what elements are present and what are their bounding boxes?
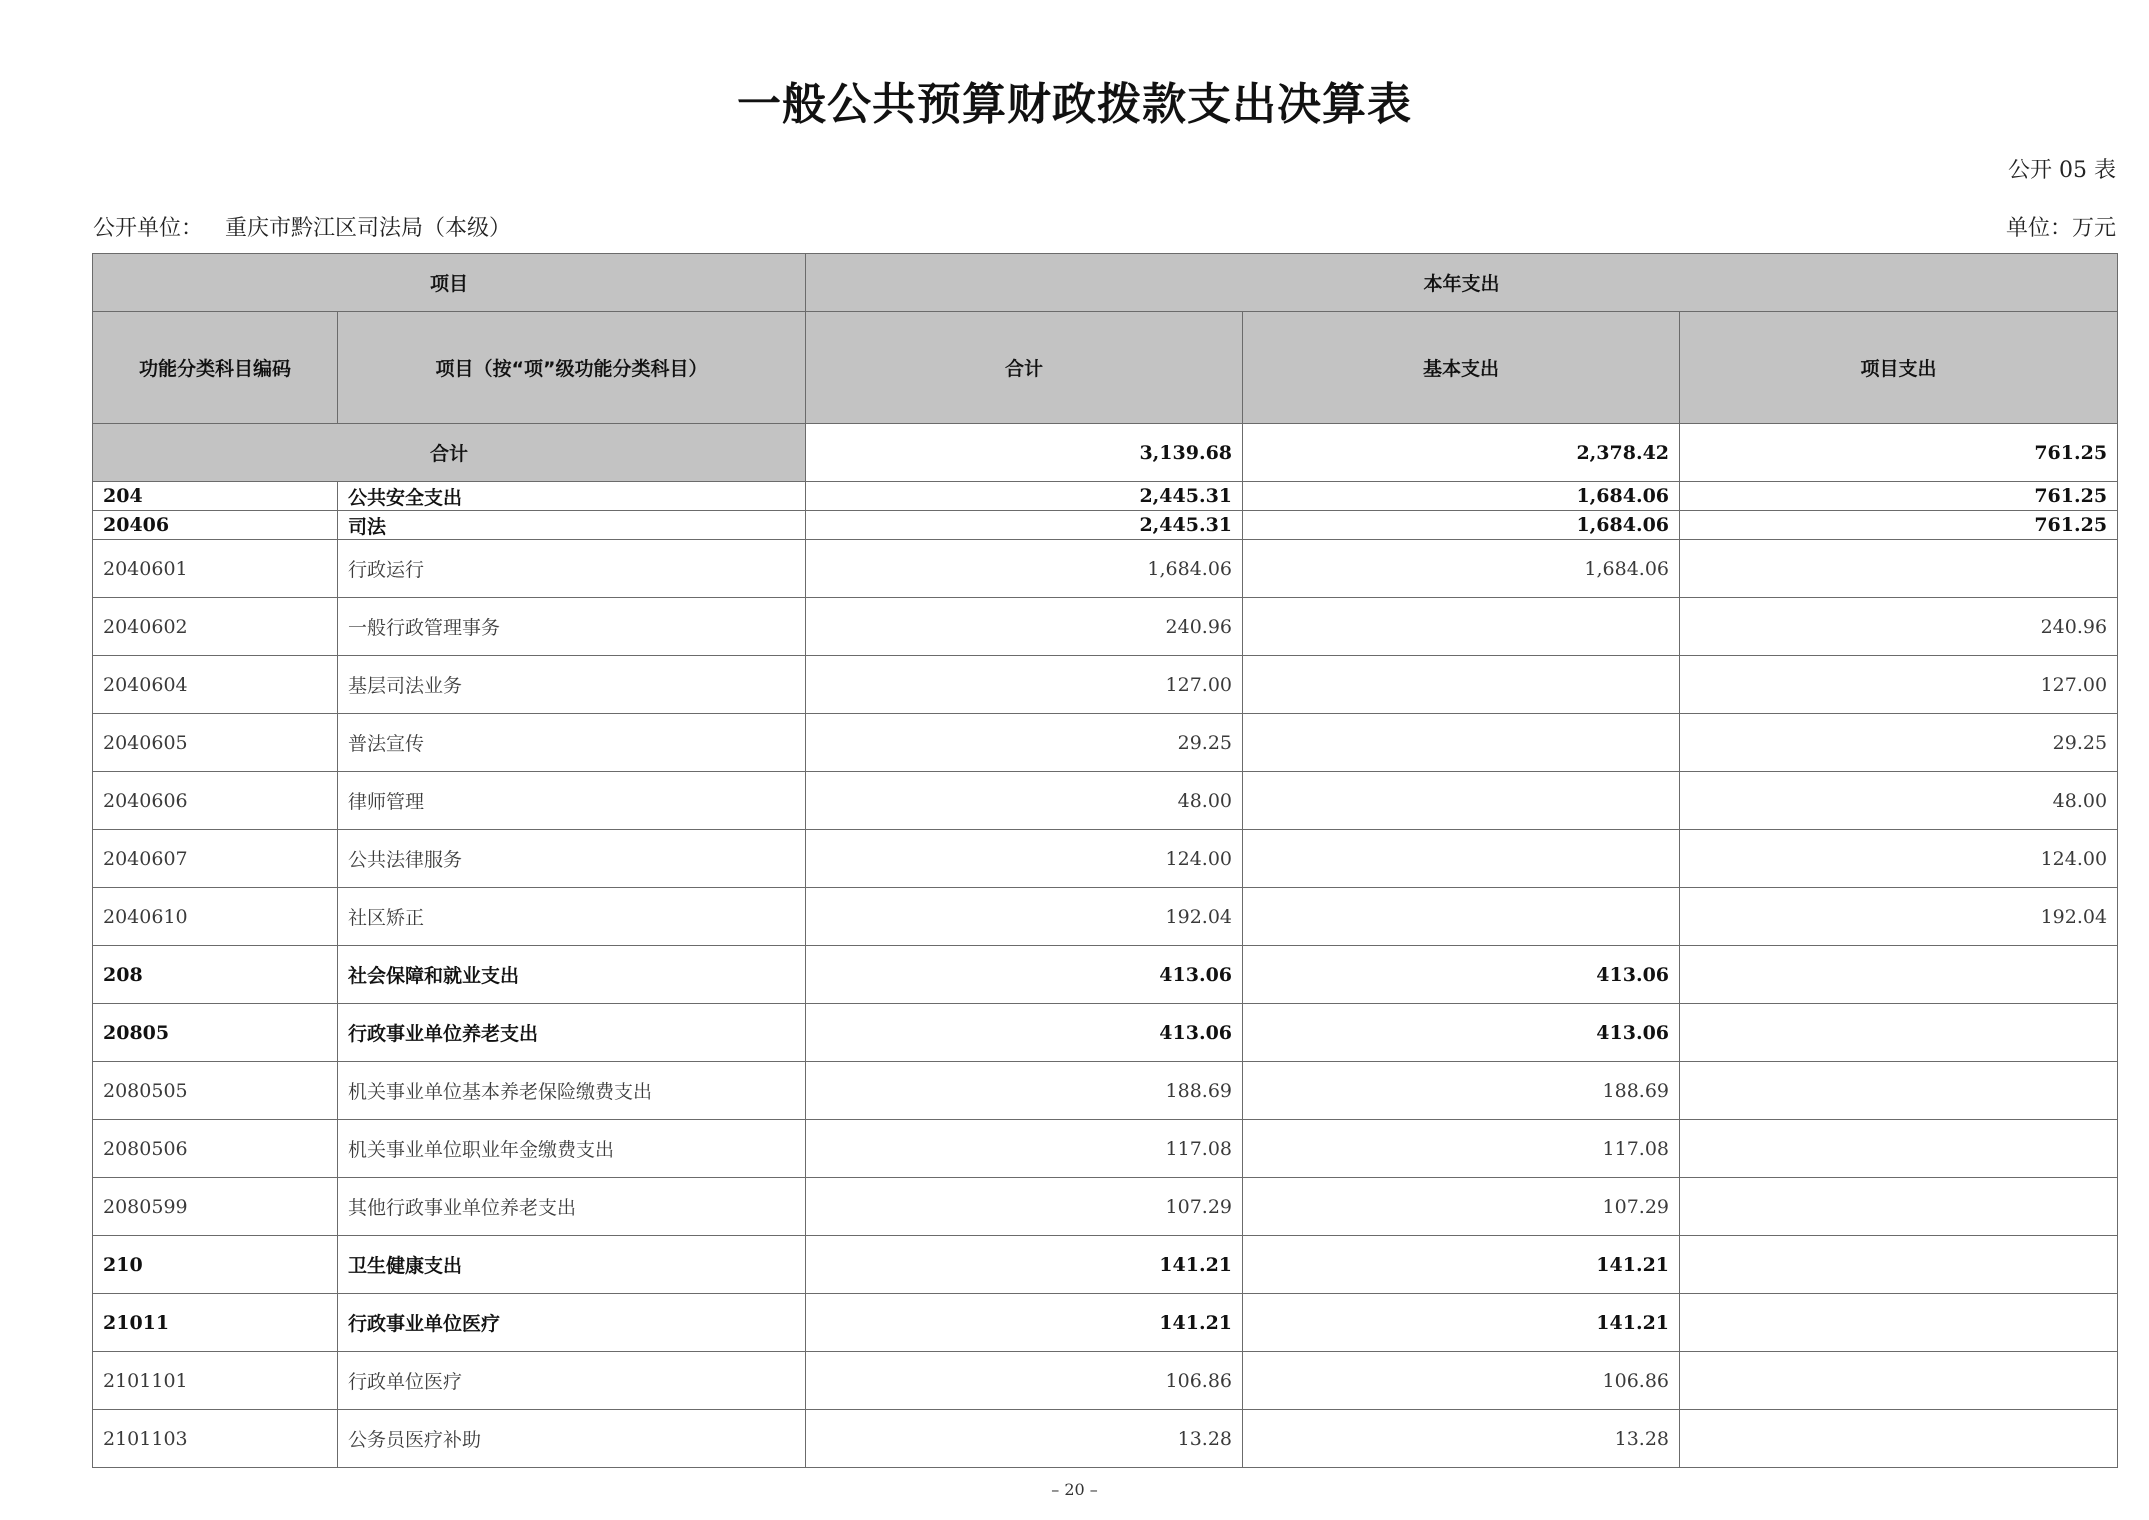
header-name: 项目（按“项”级功能分类科目） — [338, 312, 806, 424]
row-name: 一般行政管理事务 — [338, 598, 806, 656]
row-basic: 188.69 — [1243, 1062, 1680, 1120]
table-row — [93, 540, 2118, 598]
row-code: 2040606 — [93, 772, 338, 830]
row-code: 2080506 — [93, 1120, 338, 1178]
row-basic: 13.28 — [1243, 1410, 1680, 1468]
row-project: 192.04 — [1680, 888, 2118, 946]
row-name: 行政运行 — [338, 540, 806, 598]
row-basic — [1243, 772, 1680, 830]
row-code: 2040601 — [93, 540, 338, 598]
row-project — [1680, 540, 2118, 598]
row-code: 2080599 — [93, 1178, 338, 1236]
row-project: 124.00 — [1680, 830, 2118, 888]
row-project — [1680, 1004, 2118, 1062]
row-basic: 1,684.06 — [1243, 540, 1680, 598]
row-basic: 1,684.06 — [1243, 482, 1680, 511]
row-project — [1680, 1120, 2118, 1178]
row-project: 29.25 — [1680, 714, 2118, 772]
row-name: 公共法律服务 — [338, 830, 806, 888]
table-number: 公开 05 表 — [2008, 158, 2116, 183]
row-total: 1,684.06 — [806, 540, 1243, 598]
row-basic: 413.06 — [1243, 1004, 1680, 1062]
row-basic: 141.21 — [1243, 1294, 1680, 1352]
row-total: 141.21 — [806, 1294, 1243, 1352]
row-basic — [1243, 888, 1680, 946]
row-total: 413.06 — [806, 946, 1243, 1004]
page-title: 一般公共预算财政拨款支出决算表 — [737, 79, 1412, 130]
totals-total: 3,139.68 — [806, 424, 1243, 482]
row-name: 普法宣传 — [338, 714, 806, 772]
row-name: 行政事业单位养老支出 — [338, 1004, 806, 1062]
table-row — [93, 1120, 2118, 1178]
header-basic: 基本支出 — [1243, 312, 1680, 424]
row-code: 210 — [93, 1236, 338, 1294]
header-row-2 — [93, 312, 2118, 424]
publishing-unit-label: 公开单位： — [93, 216, 204, 241]
row-total: 188.69 — [806, 1062, 1243, 1120]
header-project-expenditure: 项目支出 — [1680, 312, 2118, 424]
row-project: 761.25 — [1680, 511, 2118, 540]
totals-label: 合计 — [93, 424, 806, 482]
table-row — [93, 656, 2118, 714]
table-row — [93, 888, 2118, 946]
row-code: 204 — [93, 482, 338, 511]
row-total: 48.00 — [806, 772, 1243, 830]
row-project — [1680, 1062, 2118, 1120]
publishing-unit — [93, 211, 511, 242]
table-row — [93, 946, 2118, 1004]
table-row — [93, 1004, 2118, 1062]
row-total: 117.08 — [806, 1120, 1243, 1178]
header-current-year: 本年支出 — [806, 254, 2118, 312]
row-total: 107.29 — [806, 1178, 1243, 1236]
row-basic: 141.21 — [1243, 1236, 1680, 1294]
row-project — [1680, 1294, 2118, 1352]
row-code: 20406 — [93, 511, 338, 540]
row-code: 21011 — [93, 1294, 338, 1352]
row-total: 192.04 — [806, 888, 1243, 946]
row-project — [1680, 946, 2118, 1004]
row-name: 行政单位医疗 — [338, 1352, 806, 1410]
row-total: 13.28 — [806, 1410, 1243, 1468]
header-project: 项目 — [93, 254, 806, 312]
row-code: 2040602 — [93, 598, 338, 656]
row-code: 2040604 — [93, 656, 338, 714]
row-project — [1680, 1352, 2118, 1410]
row-code: 2040605 — [93, 714, 338, 772]
row-basic: 106.86 — [1243, 1352, 1680, 1410]
row-basic — [1243, 830, 1680, 888]
row-basic: 107.29 — [1243, 1178, 1680, 1236]
row-code: 2040610 — [93, 888, 338, 946]
table-row — [93, 1062, 2118, 1120]
row-total: 127.00 — [806, 656, 1243, 714]
header-row-1 — [93, 254, 2118, 312]
publishing-unit-name: 重庆市黔江区司法局（本级） — [225, 216, 512, 241]
row-project — [1680, 1410, 2118, 1468]
row-name: 其他行政事业单位养老支出 — [338, 1178, 806, 1236]
row-total: 2,445.31 — [806, 482, 1243, 511]
row-name: 律师管理 — [338, 772, 806, 830]
row-name: 行政事业单位医疗 — [338, 1294, 806, 1352]
row-code: 2101101 — [93, 1352, 338, 1410]
row-code: 2080505 — [93, 1062, 338, 1120]
row-name: 社会保障和就业支出 — [338, 946, 806, 1004]
row-code: 20805 — [93, 1004, 338, 1062]
header-total: 合计 — [806, 312, 1243, 424]
row-name: 基层司法业务 — [338, 656, 806, 714]
row-project: 48.00 — [1680, 772, 2118, 830]
row-name: 司法 — [338, 511, 806, 540]
totals-project: 761.25 — [1680, 424, 2118, 482]
row-total: 240.96 — [806, 598, 1243, 656]
row-basic: 1,684.06 — [1243, 511, 1680, 540]
row-basic: 117.08 — [1243, 1120, 1680, 1178]
row-project — [1680, 1178, 2118, 1236]
row-basic: 413.06 — [1243, 946, 1680, 1004]
row-total: 413.06 — [806, 1004, 1243, 1062]
totals-row — [93, 424, 2118, 482]
row-total: 29.25 — [806, 714, 1243, 772]
row-name: 机关事业单位基本养老保险缴费支出 — [338, 1062, 806, 1120]
table-row — [93, 482, 2118, 511]
table-row — [93, 1352, 2118, 1410]
row-name: 机关事业单位职业年金缴费支出 — [338, 1120, 806, 1178]
row-project: 761.25 — [1680, 482, 2118, 511]
row-code: 208 — [93, 946, 338, 1004]
table-row — [93, 772, 2118, 830]
table-row — [93, 1178, 2118, 1236]
row-basic — [1243, 598, 1680, 656]
row-total: 2,445.31 — [806, 511, 1243, 540]
page-number: – 20 – — [1051, 1480, 1098, 1499]
currency-unit: 单位：万元 — [2005, 216, 2116, 241]
table-row — [93, 1294, 2118, 1352]
table-row — [93, 830, 2118, 888]
header-code: 功能分类科目编码 — [93, 312, 338, 424]
row-code: 2040607 — [93, 830, 338, 888]
row-total: 106.86 — [806, 1352, 1243, 1410]
row-name: 卫生健康支出 — [338, 1236, 806, 1294]
row-project — [1680, 1236, 2118, 1294]
row-name: 公共安全支出 — [338, 482, 806, 511]
row-code: 2101103 — [93, 1410, 338, 1468]
totals-basic: 2,378.42 — [1243, 424, 1680, 482]
row-name: 公务员医疗补助 — [338, 1410, 806, 1468]
row-project: 127.00 — [1680, 656, 2118, 714]
row-total: 124.00 — [806, 830, 1243, 888]
table-row — [93, 511, 2118, 540]
table-row — [93, 1410, 2118, 1468]
table-row — [93, 1236, 2118, 1294]
row-basic — [1243, 656, 1680, 714]
row-total: 141.21 — [806, 1236, 1243, 1294]
expenditure-table — [92, 253, 2118, 1468]
row-project: 240.96 — [1680, 598, 2118, 656]
table-row — [93, 714, 2118, 772]
row-basic — [1243, 714, 1680, 772]
table-row — [93, 598, 2118, 656]
row-name: 社区矫正 — [338, 888, 806, 946]
